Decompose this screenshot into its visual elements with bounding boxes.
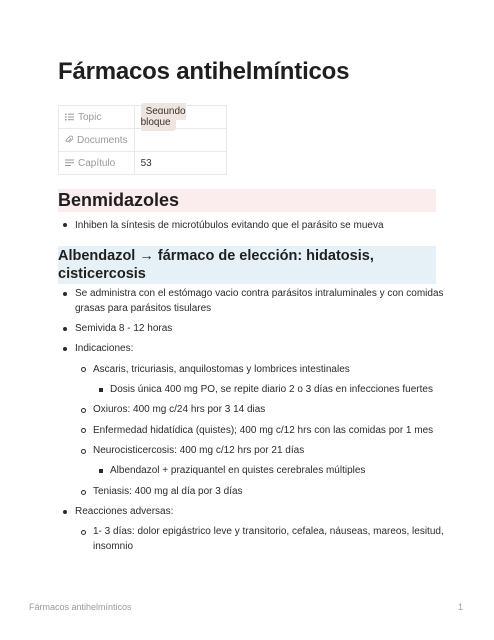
property-value-topic[interactable] [134, 106, 226, 129]
subheading-line-2: cisticercosis [58, 266, 146, 282]
property-row-topic [59, 106, 227, 129]
bullet-dot [63, 510, 67, 514]
subheading-line-1: Albendazol → fármaco de elección: hidatosis, [58, 248, 374, 264]
list-item: Indicaciones: [75, 343, 134, 354]
list-item: Teniasis: 400 mg al día por 3 días [93, 486, 243, 497]
property-key-label: Documents [77, 134, 128, 146]
bullet-dot [63, 292, 67, 296]
bullet-square [99, 469, 103, 473]
paperclip-icon [65, 135, 73, 144]
text-lines-icon [65, 159, 74, 167]
property-value-capitulo[interactable]: 53 [134, 152, 226, 175]
properties-table [58, 105, 227, 175]
bullet-dot [63, 223, 67, 227]
bullet-square [99, 388, 103, 392]
list-icon [65, 113, 74, 121]
section-bullet-text: Inhiben la síntesis de microtúbulos evitando que el parásito se mueva [75, 220, 384, 231]
bullet-circle [81, 367, 86, 372]
bullet-circle [81, 449, 86, 454]
list-item: Albendazol + praziquantel en quistes cerebrales múltiples [110, 465, 366, 476]
list-item: Oxiuros: 400 mg c/24 hrs por 3 14 dias [93, 404, 266, 415]
page-title: Fármacos antihelmínticos [58, 58, 350, 85]
bullet-circle [81, 530, 86, 535]
bullet-circle [81, 408, 86, 413]
property-key-label: Capítulo [78, 157, 116, 169]
list-item: Reacciones adversas: [75, 506, 174, 517]
property-key-label: Topic [78, 111, 102, 123]
property-key-topic [59, 106, 135, 129]
subheading [58, 246, 436, 284]
bullet-circle [81, 490, 86, 495]
footer-page-number: 1 [458, 602, 464, 612]
property-key-documents [59, 129, 135, 152]
list-item-continuation: insomnio [93, 541, 134, 552]
list-item-continuation: grasas para parásitos tisulares [75, 303, 212, 314]
list-item: 1- 3 días: dolor epigástrico leve y transitorio, cefalea, náuseas, mareos, lesitud, [93, 526, 444, 537]
property-row-capitulo [59, 152, 227, 175]
list-item: Se administra con el estómago vacio contra parásitos intraluminales y con comidas [75, 288, 444, 299]
list-item: Ascaris, tricuriasis, anquilostomas y lombrices intestinales [93, 364, 350, 375]
topic-tag[interactable]: Segundo bloque [141, 103, 186, 131]
list-item: Dosis única 400 mg PO, se repite diario 2 o 3 días en infecciones fuertes [110, 384, 433, 395]
list-item: Enfermedad hidatídica (quistes); 400 mg c/12 hrs con las comidas por 1 mes [93, 425, 434, 436]
bullet-dot [63, 327, 67, 331]
bullet-dot [63, 347, 67, 351]
property-row-documents [59, 129, 227, 152]
section-heading: Benmidazoles [58, 189, 436, 212]
property-value-documents[interactable] [134, 129, 226, 152]
property-key-capitulo [59, 152, 135, 175]
list-item: Semivida 8 - 12 horas [75, 323, 173, 334]
bullet-circle [81, 428, 86, 433]
footer-doc-title: Fármacos antihelmínticos [29, 602, 132, 612]
list-item: Neurocisticercosis: 400 mg c/12 hrs por 21 días [93, 445, 305, 456]
